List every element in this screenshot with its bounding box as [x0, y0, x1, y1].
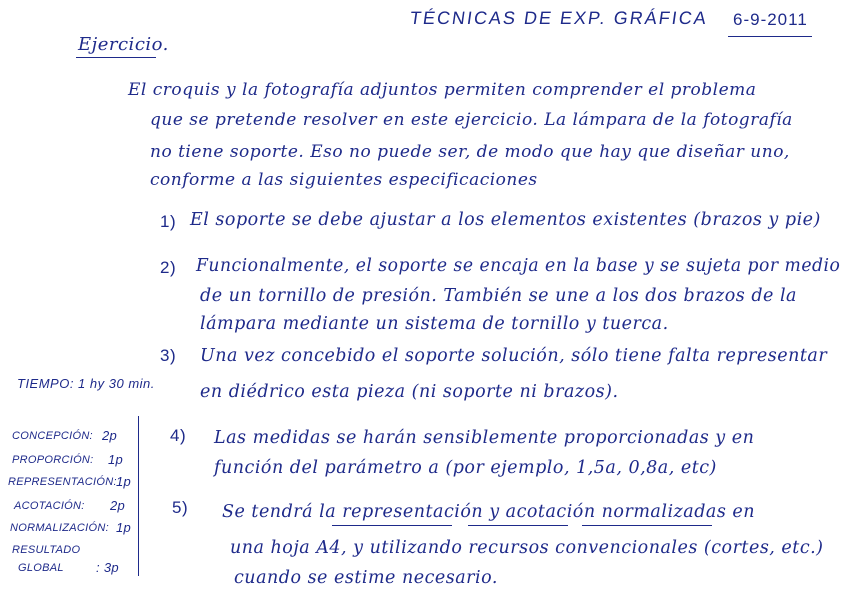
item-5-line-1: Se tendrá la representación y acotación normalizadas en: [222, 502, 756, 522]
criterion-global-points: : 3p: [96, 560, 119, 575]
intro-line-1: El croquis y la fotografía adjuntos permiten comprender el problema: [128, 80, 757, 100]
criterion-representacion-label: REPRESENTACIÓN:: [8, 476, 117, 488]
underline-representacion: [332, 525, 452, 526]
item-4-number: 4): [170, 426, 187, 445]
item-5-number: 5): [172, 498, 189, 517]
item-1-line-1: El soporte se debe ajustar a los elementos existentes (brazos y pie): [190, 210, 821, 230]
heading-underline: [76, 57, 156, 58]
item-4-line-1: Las medidas se harán sensiblemente proporcionadas y en: [214, 428, 755, 448]
header-title: TÉCNICAS DE EXP. GRÁFICA: [408, 8, 710, 28]
criterion-global-label: GLOBAL: [18, 562, 64, 574]
date-underline: [728, 36, 812, 37]
item-3-line-1: Una vez concebido el soporte solución, sólo tiene falta representar: [200, 346, 828, 366]
time-limit: TIEMPO: 1 hy 30 min.: [17, 376, 155, 391]
criterion-resultado-label: RESULTADO: [12, 544, 81, 556]
criterion-concepcion-label: CONCEPCIÓN:: [12, 430, 93, 442]
intro-line-2: que se pretende resolver en este ejercicio. La lámpara de la fotografía: [150, 110, 793, 130]
criterion-normalizacion-points: 1p: [116, 520, 132, 535]
item-4-line-2: función del parámetro a (por ejemplo, 1,5a, 0,8a, etc): [214, 458, 717, 478]
criterion-concepcion-points: 2p: [102, 428, 118, 443]
exercise-heading: Ejercicio.: [78, 34, 169, 55]
underline-normalizadas: [582, 525, 712, 526]
criterion-representacion-points: 1p: [116, 474, 132, 489]
criterion-normalizacion-label: NORMALIZACIÓN:: [10, 522, 109, 534]
item-5-line-3: cuando se estime necesario.: [234, 568, 498, 588]
item-3-line-2: en diédrico esta pieza (ni soporte ni brazos).: [200, 382, 619, 402]
item-1-number: 1): [160, 212, 177, 231]
item-2-number: 2): [160, 258, 177, 277]
intro-line-3: no tiene soporte. Eso no puede ser, de modo que hay que diseñar uno,: [150, 142, 790, 162]
item-2-line-3: lámpara mediante un sistema de tornillo y tuerca.: [200, 314, 669, 334]
criterion-acotacion-points: 2p: [110, 498, 126, 513]
criteria-bracket: [138, 416, 151, 576]
item-5-line-2: una hoja A4, y utilizando recursos convencionales (cortes, etc.): [230, 538, 824, 558]
criterion-proporcion-label: PROPORCIÓN:: [12, 454, 94, 466]
criterion-proporcion-points: 1p: [108, 452, 124, 467]
item-2-line-2: de un tornillo de presión. También se une a los dos brazos de la: [200, 286, 797, 306]
item-3-number: 3): [160, 346, 177, 365]
header-date: 6-9-2011: [733, 10, 808, 29]
underline-acotacion: [468, 525, 568, 526]
criterion-acotacion-label: ACOTACIÓN:: [14, 500, 85, 512]
intro-line-4: conforme a las siguientes especificaciones: [150, 170, 538, 190]
item-2-line-1: Funcionalmente, el soporte se encaja en la base y se sujeta por medio: [196, 256, 841, 276]
